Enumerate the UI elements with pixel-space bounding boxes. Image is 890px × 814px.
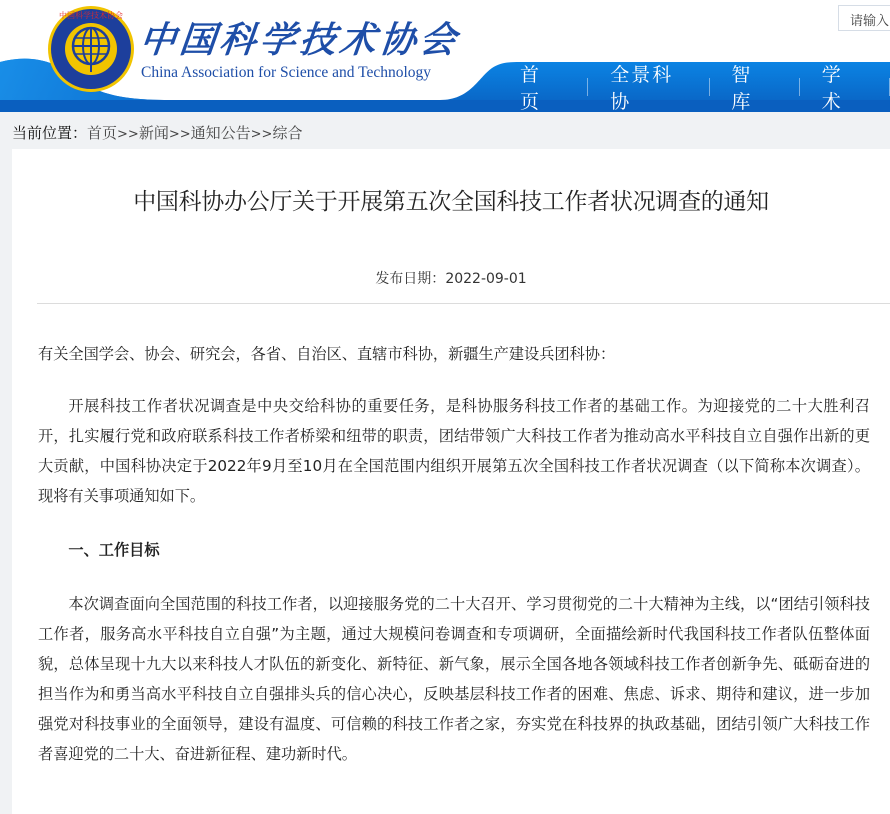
org-name-cn: 中国科学技术协会 — [137, 19, 462, 61]
nav-item-home[interactable]: 首 页 — [520, 64, 542, 112]
org-name-en: China Association for Science and Technology — [141, 64, 432, 81]
article-container — [12, 149, 890, 814]
publish-date-value: 2022-09-01 — [445, 271, 527, 287]
breadcrumb-news[interactable]: 新闻 — [138, 124, 169, 142]
breadcrumb-notices[interactable]: 通知公告 — [190, 124, 251, 142]
casat-emblem-icon — [46, 4, 136, 94]
main-nav — [498, 62, 890, 112]
breadcrumb-label: 当前位置： — [12, 124, 88, 142]
article-salutation: 有关全国学会、协会、研究会，各省、自治区、直辖市科协，新疆生产建设兵团科协： — [38, 345, 616, 363]
breadcrumb-general[interactable]: 综合 — [272, 124, 303, 142]
breadcrumb-separator: >> — [117, 127, 139, 142]
publish-date-label: 发布日期： — [375, 271, 446, 287]
breadcrumb — [12, 122, 302, 143]
breadcrumb-separator: >> — [168, 127, 191, 142]
publish-date — [12, 268, 890, 288]
section-paragraph: 本次调查面向全国范围的科技工作者，以迎接服务党的二十大召开、学习贯彻党的二十大精神为主线，以“团结引领科技工作者，服务高水平科技自立自强”为主题，通过大规模问卷调查和专项调研，全面描绘新时代我国科技工作者队伍整体面貌，总体呈现十九大以来科技人才队伍的新变化、新特征、新气象，展示全国各地各领域科技工作者创新争先、砥砺奋进的担当作为和勇当高水平科技自立自强排头兵的信心决心，反映基层科技工作者的困难、焦虑、诉求、期待和建议，进一步加强党对科技事业的全面领导，建设有温度、可信赖的科技工作者之家，夯实党在科技界的执政基础，团结引领广大科技工作者喜迎党的二十大、奋进新征程、建功新时代。 — [38, 595, 870, 763]
section-heading: 一、工作目标 — [68, 541, 160, 559]
article-paragraph: 开展科技工作者状况调查是中央交给科协的重要任务，是科协服务科技工作者的基础工作。为迎接党的二十大胜利召开，扎实履行党和政府联系科技工作者桥梁和纽带的职责，团结带领广大科技工作者为推动高水平科技自立自强作出新的更大贡献，中国科协决定于2022年9月至10月在全国范围内组织开展第五次全国科技工作者状况调查（以下简称本次调查）。现将有关事项通知如下。 — [38, 397, 870, 505]
nav-item-academic[interactable]: 学 术 — [821, 64, 843, 112]
svg-text:中国科学技术协会: 中国科学技术协会 — [59, 11, 123, 20]
site-header — [0, 0, 890, 112]
article-body — [38, 339, 870, 793]
nav-item-panorama[interactable]: 全景科协 — [610, 64, 674, 112]
breadcrumb-separator: >> — [250, 127, 273, 142]
article-title: 中国科协办公厅关于开展第五次全国科技工作者状况调查的通知 — [133, 189, 769, 215]
nav-item-think-tank[interactable]: 智 库 — [731, 64, 753, 112]
search-input[interactable]: 请输入 — [838, 5, 890, 31]
title-divider — [37, 303, 890, 304]
breadcrumb-home[interactable]: 首页 — [87, 124, 118, 142]
